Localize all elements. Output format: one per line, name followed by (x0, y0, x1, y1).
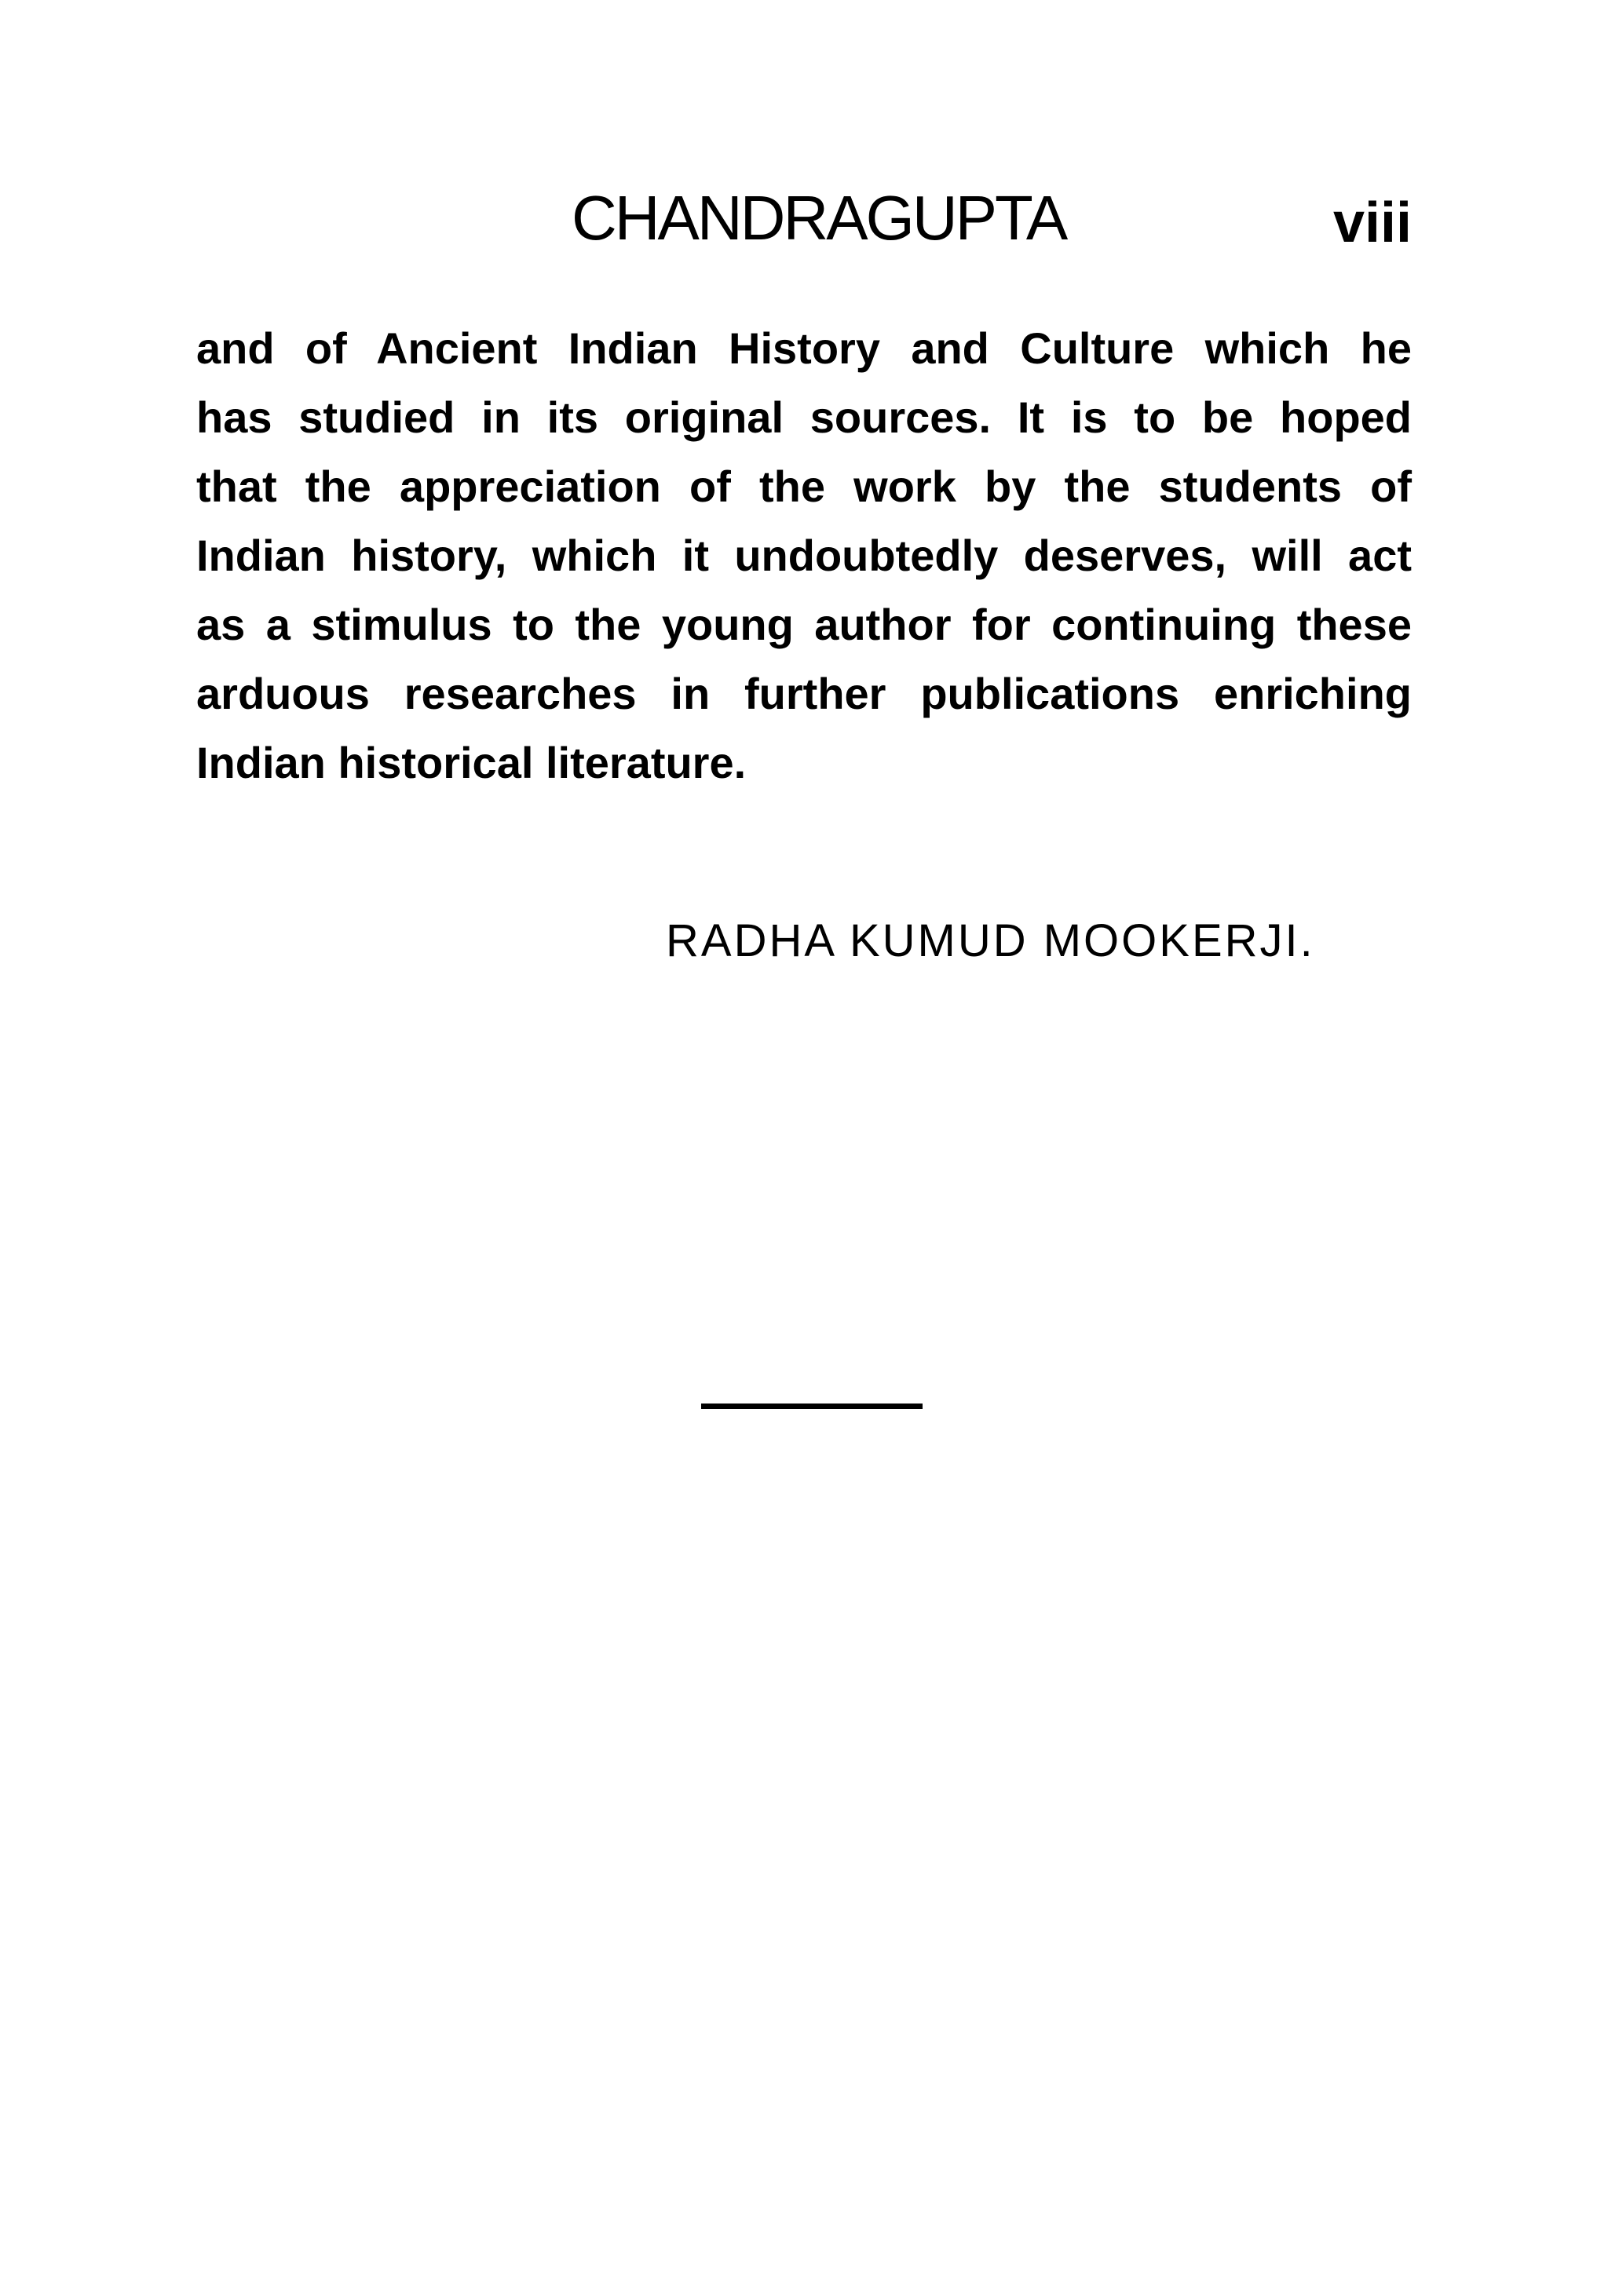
text-line: Indian historical literature. (196, 738, 747, 787)
section-divider (701, 1404, 923, 1409)
text-line: arduous researches in further publications enriching (196, 669, 1412, 718)
body-paragraph (196, 314, 1412, 798)
text-line: has studied in its original sources. It is to be hoped (196, 392, 1412, 442)
text-line: Indian history, which it undoubtedly deserves, will act (196, 531, 1412, 580)
text-line: that the appreciation of the work by the students of (196, 462, 1412, 511)
author-signature: RADHA KUMUD MOOKERJI. (666, 915, 1315, 966)
text-line: as a stimulus to the young author for continuing these (196, 600, 1412, 649)
page-number: viii (1333, 192, 1412, 254)
running-title: CHANDRAGUPTA (572, 183, 1066, 253)
text-line: and of Ancient Indian History and Culture which he (196, 323, 1412, 373)
